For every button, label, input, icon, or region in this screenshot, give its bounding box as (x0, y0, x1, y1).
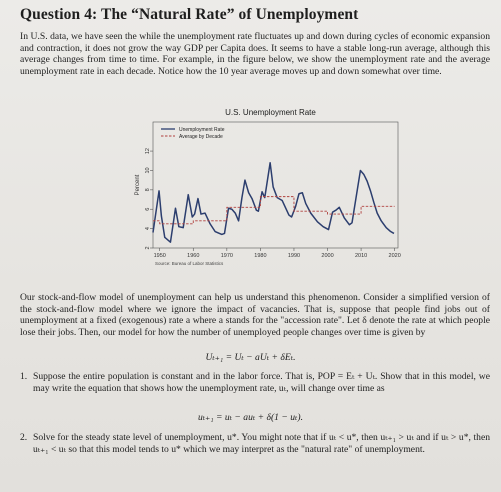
item-text: Solve for the steady state level of unemployment, u*. You might note that if uₜ < u*, then uₜ₊₁ > uₜ and if uₜ > u*, then uₜ₊₁ < uₜ so that this model tends to u* which we may interpret as the "natural rate" of unemployment. (33, 432, 490, 455)
item-number: 2. (20, 432, 28, 443)
unemployment-chart (133, 108, 408, 278)
x-tick-label: 2000 (321, 253, 334, 259)
y-tick-label: 12 (145, 148, 151, 155)
x-tick-label: 1960 (187, 253, 200, 259)
legend-label-unemployment-rate: Unemployment Rate (179, 127, 225, 133)
x-tick-label: 1970 (220, 253, 233, 259)
stock-flow-equation: Uₜ₊₁ = Uₜ − aUₜ + δEₜ. (205, 352, 296, 363)
model-paragraph: Our stock-and-flow model of unemployment can help us understand this phenomenon. Consider a simplified version of the stock-and-flow model where we ignore the impact of vacancies. That is, suppose that people find jobs out of unemployment at a fixed (exogenous) rate a where a stands for the "accession rate". Let δ denote the rate at which people lose their jobs. Then, our model for how the number of unemployed people changes over time is given by (20, 292, 490, 338)
x-tick-label: 2020 (388, 253, 401, 259)
item-number: 1. (20, 371, 28, 382)
plot-frame (153, 122, 398, 248)
y-axis-label: Percent (135, 174, 141, 196)
y-tick-label: 2 (145, 246, 151, 250)
x-tick-label: 1990 (287, 253, 301, 259)
x-tick-label: 1980 (254, 253, 267, 259)
source-caption: Source: Bureau of Labor Statistics (155, 261, 224, 266)
series-line-unemployment-rate (153, 163, 394, 242)
chart-title: U.S. Unemployment Rate (225, 108, 316, 117)
x-tick-label: 1950 (153, 253, 166, 259)
y-tick-label: 10 (145, 167, 151, 174)
x-tick-label: 2010 (354, 253, 368, 259)
chart-canvas (133, 108, 408, 278)
y-tick-label: 6 (145, 207, 151, 211)
y-tick-label: 8 (145, 188, 151, 192)
y-tick-label: 4 (145, 227, 151, 231)
unemployment-rate-equation: uₜ₊₁ = uₜ − auₜ + δ(1 − uₜ). (198, 412, 303, 423)
intro-paragraph: In U.S. data, we have seen the while the unemployment rate fluctuates up and down during cycles of economic expansion and contraction, it does not grow the way GDP per Capita does. It seems to have a stable long-run average, although this average changes from time to time. For example, in the figure below, we show the unemployment rate and the average unemployment rate in each decade. Notice how the 10 year average moves up and down somewhat over time. (20, 31, 490, 77)
item-text: Suppose the entire population is constant and in the labor force. That is, POP = Eₜ + Uₜ. Show that in this model, we may write the equation that shows how the unemployment rate, uₜ, will change over time as (33, 371, 490, 394)
question-heading: Question 4: The “Natural Rate” of Unemployment (20, 6, 359, 23)
legend-label-decade-average: Average by Decade (179, 134, 223, 140)
